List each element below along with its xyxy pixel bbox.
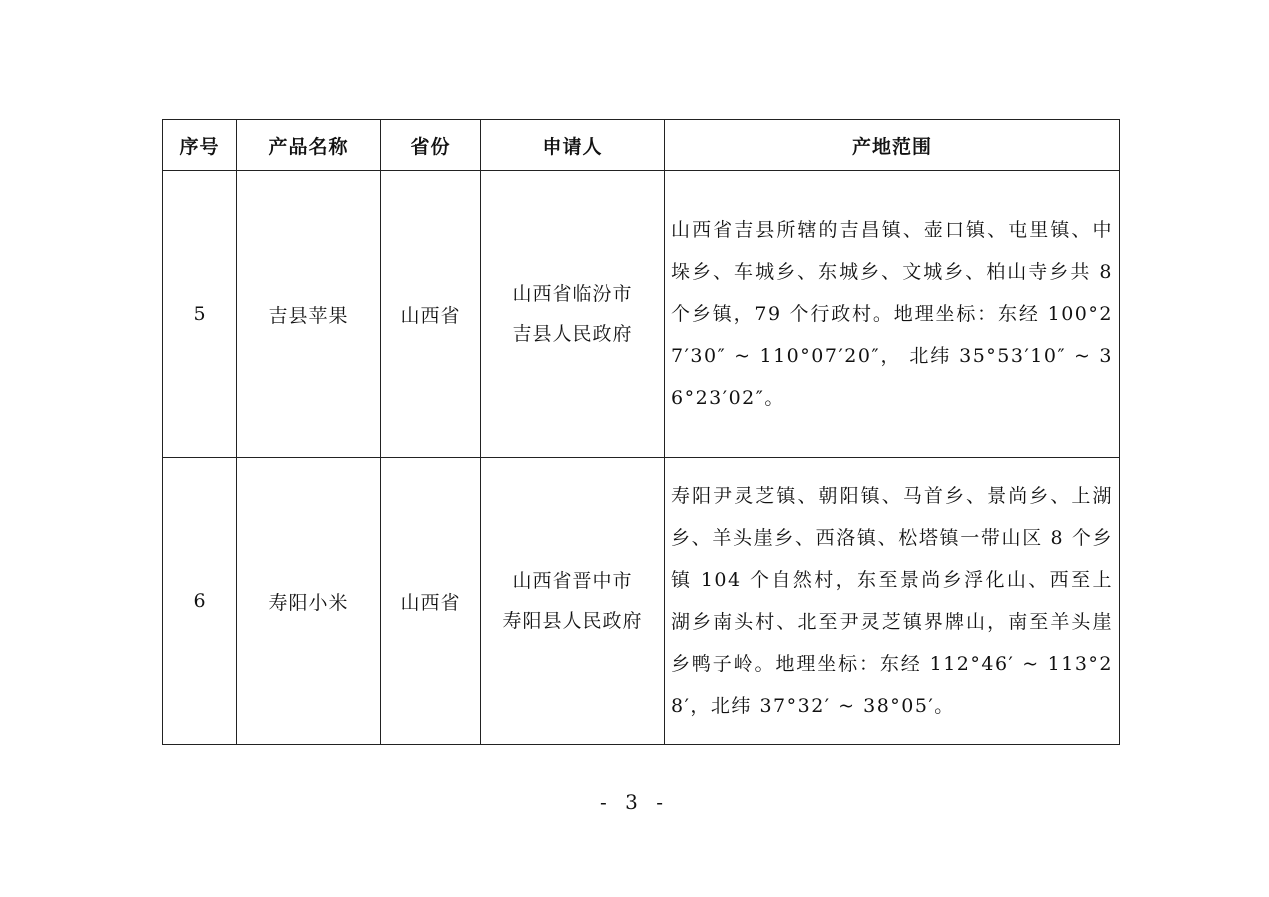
- page-number: - 3 -: [600, 790, 669, 814]
- header-province: 省份: [381, 120, 481, 171]
- header-product-name: 产品名称: [237, 120, 381, 171]
- cell-product-name: 寿阳小米: [237, 458, 381, 745]
- cell-applicant: [481, 458, 665, 745]
- cell-product-name: 吉县苹果: [237, 171, 381, 458]
- registration-table: [162, 119, 1120, 745]
- header-seq: 序号: [163, 120, 237, 171]
- table-row: [163, 171, 1120, 458]
- cell-origin-range: 山西省吉县所辖的吉昌镇、壶口镇、屯里镇、中垛乡、车城乡、东城乡、文城乡、柏山寺乡共 8 个乡镇，79 个行政村。地理坐标：东经 100°27′30″ ~ 110°07′20″， 北纬 35°53′10″ ~ 36°23′02″。: [665, 171, 1120, 458]
- header-origin-range: 产地范围: [665, 120, 1120, 171]
- cell-seq: 5: [163, 171, 237, 458]
- cell-province: 山西省: [381, 458, 481, 745]
- applicant-line-1: 山西省临汾市: [512, 283, 633, 305]
- applicant-line-1: 山西省晋中市: [512, 570, 633, 592]
- header-applicant: 申请人: [481, 120, 665, 171]
- applicant-line-2: 寿阳县人民政府: [502, 610, 643, 632]
- cell-seq: 6: [163, 458, 237, 745]
- applicant-line-2: 吉县人民政府: [512, 323, 633, 345]
- table-row: [163, 458, 1120, 745]
- cell-province: 山西省: [381, 171, 481, 458]
- cell-applicant: [481, 171, 665, 458]
- cell-origin-range: 寿阳尹灵芝镇、朝阳镇、马首乡、景尚乡、上湖乡、羊头崖乡、西洛镇、松塔镇一带山区 8 个乡镇 104 个自然村，东至景尚乡浮化山、西至上湖乡南头村、北至尹灵芝镇界牌山，南至羊头崖乡鸭子岭。地理坐标：东经 112°46′ ~ 113°28′，北纬 37°32′ ~ 38°05′。: [665, 458, 1120, 745]
- table-header-row: [163, 120, 1120, 171]
